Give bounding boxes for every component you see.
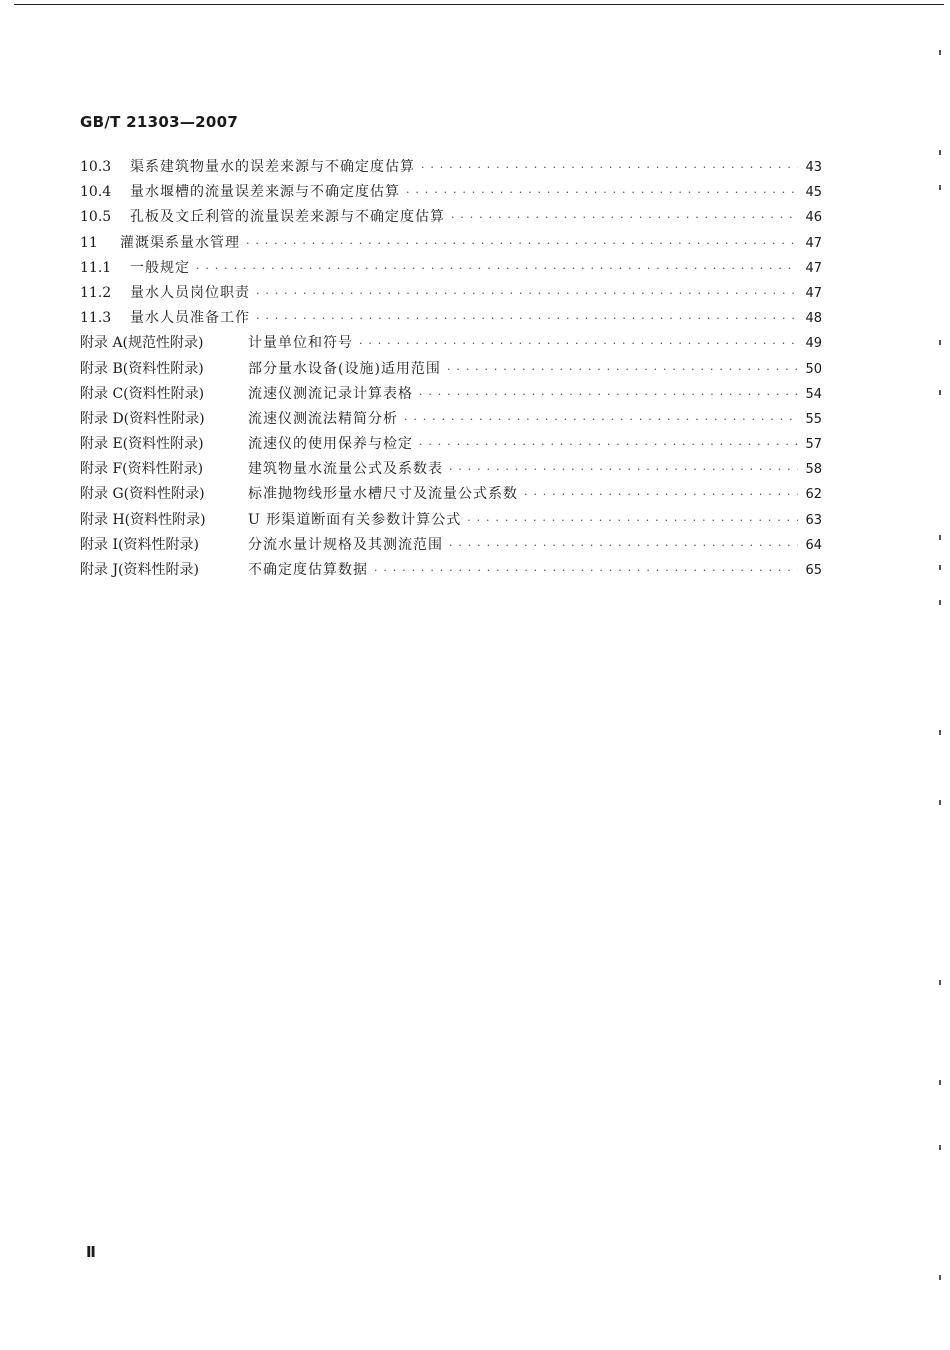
toc-entry <box>80 509 822 534</box>
toc-entry-page: 47 <box>805 260 822 276</box>
toc-entry-title: 流速仪测流记录计算表格 <box>248 385 413 402</box>
toc-leader-dots <box>196 262 798 275</box>
toc-entry <box>80 232 822 257</box>
toc-entry-number: 附录 E(资料性附录) <box>80 436 204 453</box>
toc-entry <box>80 559 822 584</box>
toc-entry-page: 47 <box>805 285 822 301</box>
toc-leader-dots <box>451 211 798 224</box>
toc-entry-page: 58 <box>805 462 822 478</box>
toc-entry-number: 附录 C(资料性附录) <box>80 385 205 402</box>
toc-leader-dots <box>419 388 798 401</box>
toc-entry-title: 建筑物量水流量公式及系数表 <box>248 461 443 478</box>
toc-entry <box>80 282 822 307</box>
toc-entry-page: 54 <box>805 386 822 402</box>
toc-entry-number: 附录 F(资料性附录) <box>80 461 204 478</box>
toc-entry <box>80 257 822 282</box>
toc-entry-page: 64 <box>805 537 822 553</box>
toc-leader-dots <box>449 539 798 552</box>
toc-leader-dots <box>421 161 798 174</box>
toc-entry-page: 49 <box>805 336 822 352</box>
toc-entry-title: 孔板及文丘利管的流量误差来源与不确定度估算 <box>130 209 445 226</box>
toc-entry-page: 48 <box>805 311 822 327</box>
toc-leader-dots <box>246 237 798 250</box>
toc-entry-title: 量水堰槽的流量误差来源与不确定度估算 <box>130 184 400 201</box>
toc-entry-number: 10.4 <box>80 184 112 201</box>
toc-entry-page: 47 <box>805 235 822 251</box>
toc-entry-page: 62 <box>805 487 822 503</box>
toc-entry <box>80 206 822 231</box>
toc-entry-title: 量水人员准备工作 <box>130 310 250 327</box>
toc-entry-title: 分流水量计规格及其测流范围 <box>248 536 443 553</box>
toc-entry-title: 流速仪的使用保养与检定 <box>248 436 413 453</box>
toc-leader-dots <box>524 488 798 501</box>
toc-entry-number: 11.1 <box>80 259 112 276</box>
toc-leader-dots <box>449 463 798 476</box>
toc-leader-dots <box>404 413 798 426</box>
toc-entry-number: 11.2 <box>80 284 112 301</box>
toc-leader-dots <box>256 312 798 325</box>
toc-entry-title: 标准抛物线形量水槽尺寸及流量公式系数 <box>248 486 518 503</box>
toc-entry-number: 10.3 <box>80 159 112 175</box>
toc-entry-number: 附录 H(资料性附录) <box>80 511 206 528</box>
toc-entry-number: 11.3 <box>80 310 112 327</box>
toc-entry <box>80 156 822 181</box>
toc-entry-title: 灌溉渠系量水管理 <box>120 234 240 251</box>
toc-entry <box>80 534 822 559</box>
document-standard-number: GB/T 21303—2007 <box>80 113 239 131</box>
toc-leader-dots <box>256 287 798 300</box>
top-rule <box>14 4 944 5</box>
toc-entry-page: 63 <box>805 512 822 528</box>
toc-entry-page: 50 <box>805 361 822 377</box>
toc-entry-page: 45 <box>805 185 822 201</box>
toc-entry-title: 一般规定 <box>130 259 190 276</box>
toc-leader-dots <box>406 186 798 199</box>
toc-entry-number: 附录 J(资料性附录) <box>80 562 199 578</box>
toc-entry-page: 43 <box>805 160 822 175</box>
toc-entry-page: 46 <box>805 210 822 226</box>
toc-leader-dots <box>374 564 798 577</box>
toc-entry-title: 不确定度估算数据 <box>248 562 368 578</box>
toc-entry-number: 附录 B(资料性附录) <box>80 360 204 377</box>
toc-entry-page: 57 <box>805 437 822 453</box>
toc-entry-page: 55 <box>805 411 822 427</box>
toc-entry <box>80 483 822 508</box>
toc-entry <box>80 307 822 332</box>
toc-entry-title: 流速仪测流法精简分析 <box>248 410 398 427</box>
toc-entry <box>80 408 822 433</box>
toc-entry-page: 65 <box>805 563 822 578</box>
toc-entry-title: U 形渠道断面有关参数计算公式 <box>248 511 462 528</box>
scan-edge-marks <box>939 40 947 1340</box>
toc-entry-title: 量水人员岗位职责 <box>130 284 250 301</box>
toc-entry <box>80 458 822 483</box>
toc-leader-dots <box>359 337 798 350</box>
toc-entry-number: 附录 A(规范性附录) <box>80 335 204 352</box>
toc-entry <box>80 433 822 458</box>
toc-entry-title: 部分量水设备(设施)适用范围 <box>248 360 441 377</box>
toc-entry-number: 11 <box>80 234 98 251</box>
toc-entry <box>80 332 822 357</box>
toc-leader-dots <box>447 363 798 376</box>
toc-entry-number: 附录 I(资料性附录) <box>80 536 199 553</box>
toc-entry-number: 附录 G(资料性附录) <box>80 486 205 503</box>
table-of-contents <box>80 156 822 584</box>
page-number: Ⅱ <box>86 1243 96 1261</box>
toc-leader-dots <box>419 438 798 451</box>
toc-entry-number: 附录 D(资料性附录) <box>80 410 205 427</box>
toc-entry-title: 计量单位和符号 <box>248 335 353 352</box>
toc-entry <box>80 358 822 383</box>
toc-leader-dots <box>467 514 798 527</box>
toc-entry-number: 10.5 <box>80 209 112 226</box>
toc-entry-title: 渠系建筑物量水的误差来源与不确定度估算 <box>130 159 415 175</box>
toc-entry <box>80 383 822 408</box>
toc-entry <box>80 181 822 206</box>
